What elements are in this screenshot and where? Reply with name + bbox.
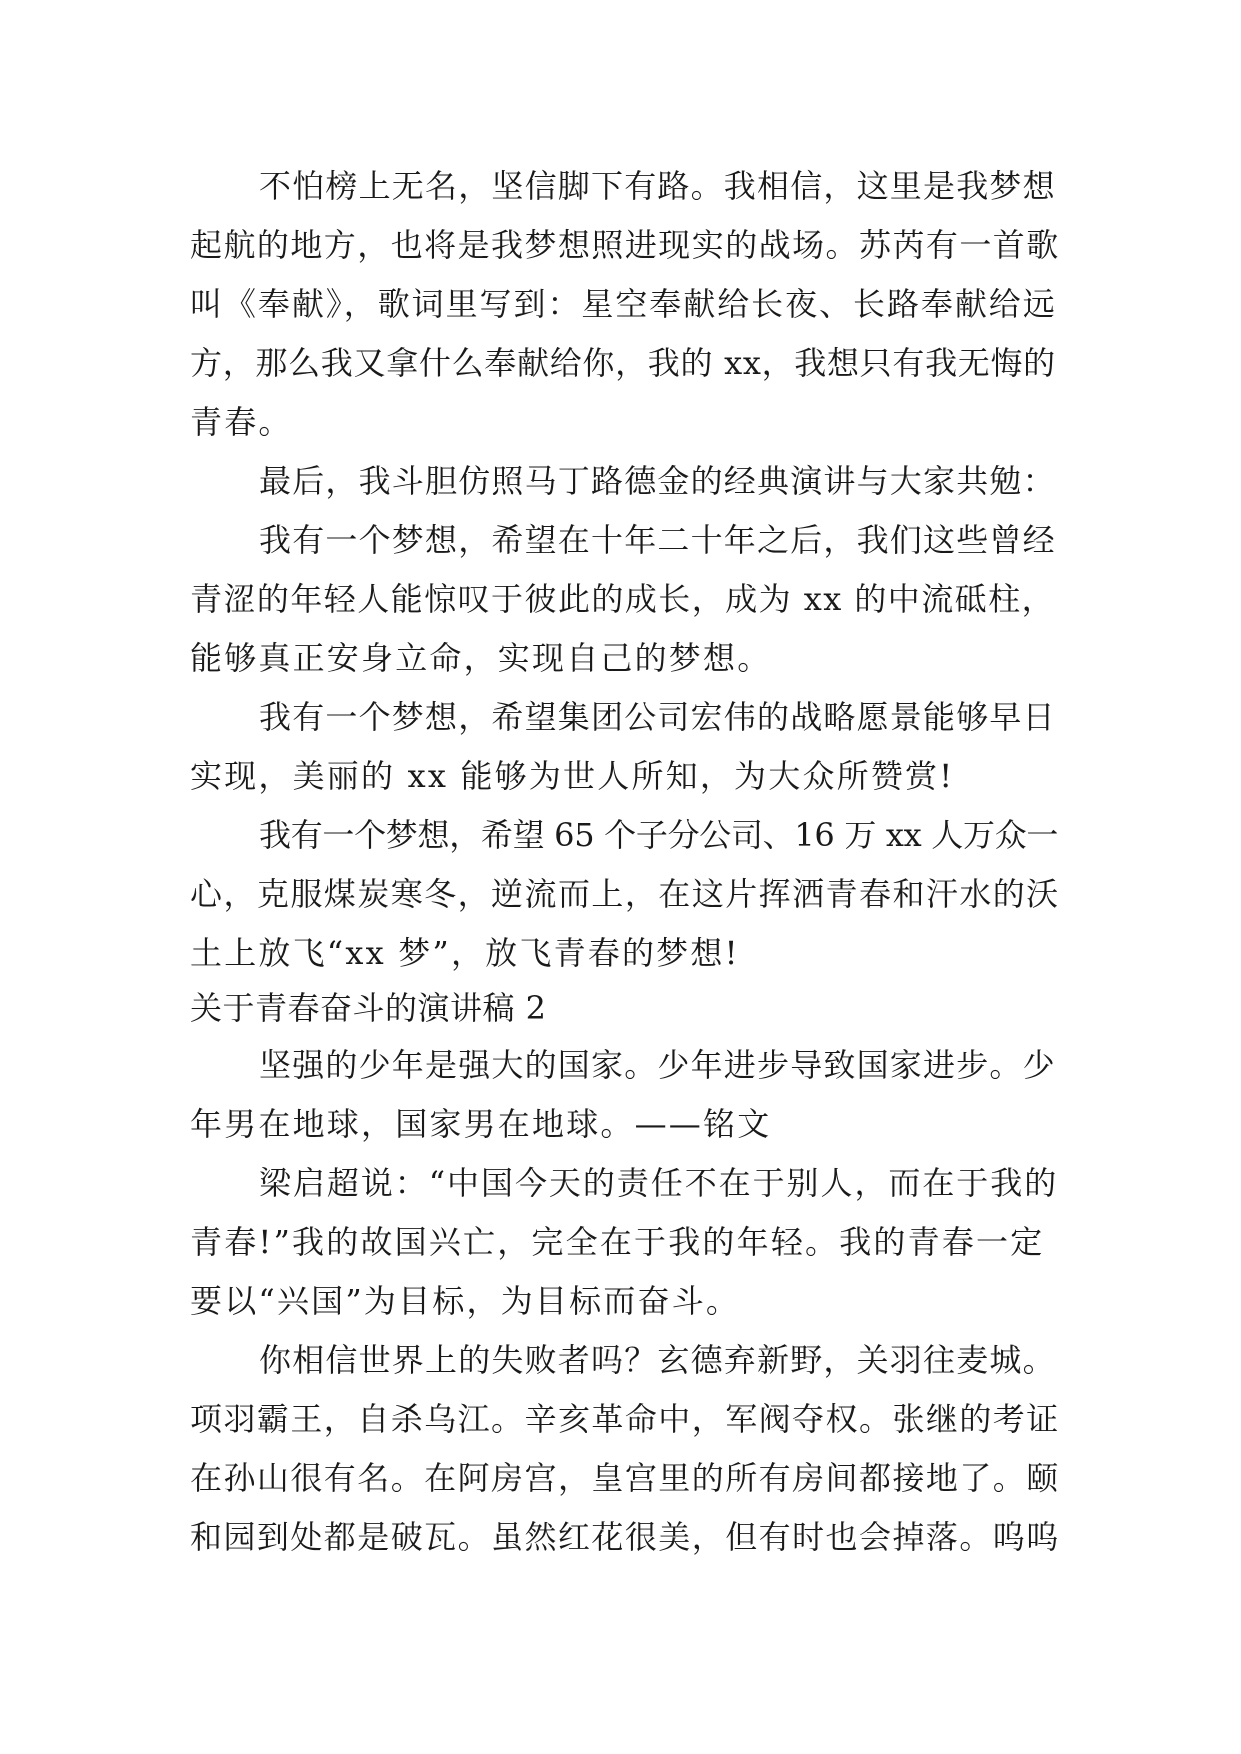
text-line: 我有一个梦想，希望 65 个子分公司、16 万 xx 人万众一 (259, 816, 1059, 854)
text-line: 我有一个梦想，希望集团公司宏伟的战略愿景能够早日 (259, 698, 1056, 736)
text-line: 在孙山很有名。在阿房宫，皇宫里的所有房间都接地了。颐 (190, 1459, 1060, 1497)
text-line: 青春。 (190, 403, 293, 441)
text-line: 能够真正安身立命，实现自己的梦想。 (190, 639, 772, 677)
section-heading: 关于青春奋斗的演讲稿 2 (190, 989, 547, 1027)
text-line: 项羽霸王，自杀乌江。辛亥革命中，军阀夺权。张继的考证 (190, 1400, 1060, 1438)
text-line: 梁启超说：“中国今天的责任不在于别人，而在于我的 (259, 1164, 1059, 1202)
text-line: 不怕榜上无名，坚信脚下有路。我相信，这里是我梦想 (259, 167, 1056, 205)
text-line: 土上放飞“xx 梦”，放飞青春的梦想! (190, 934, 740, 972)
text-line: 年男在地球，国家男在地球。——铭文 (190, 1105, 772, 1143)
text-line: 方，那么我又拿什么奉献给你，我的 xx，我想只有我无悔的 (190, 344, 1056, 382)
text-line: 青涩的年轻人能惊叹于彼此的成长，成为 xx 的中流砥柱， (190, 580, 1056, 618)
text-line: 要以“兴国”为目标，为目标而奋斗。 (190, 1282, 741, 1320)
text-line: 和园到处都是破瓦。虽然红花很美，但有时也会掉落。呜呜 (190, 1518, 1060, 1556)
text-line: 你相信世界上的失败者吗？玄德弃新野，关羽往麦城。 (259, 1341, 1056, 1379)
text-line: 起航的地方，也将是我梦想照进现实的战场。苏芮有一首歌 (190, 226, 1060, 264)
text-line: 最后，我斗胆仿照马丁路德金的经典演讲与大家共勉： (259, 462, 1056, 500)
text-line: 坚强的少年是强大的国家。少年进步导致国家进步。少 (259, 1046, 1056, 1084)
text-line: 青春!”我的故国兴亡，完全在于我的年轻。我的青春一定 (190, 1223, 1045, 1261)
text-line: 我有一个梦想，希望在十年二十年之后，我们这些曾经 (259, 521, 1056, 559)
text-line: 实现，美丽的 xx 能够为世人所知，为大众所赞赏! (190, 757, 955, 795)
text-line: 心，克服煤炭寒冬，逆流而上，在这片挥洒青春和汗水的沃 (190, 875, 1060, 913)
text-line: 叫《奉献》，歌词里写到：星空奉献给长夜、长路奉献给远 (190, 285, 1057, 323)
